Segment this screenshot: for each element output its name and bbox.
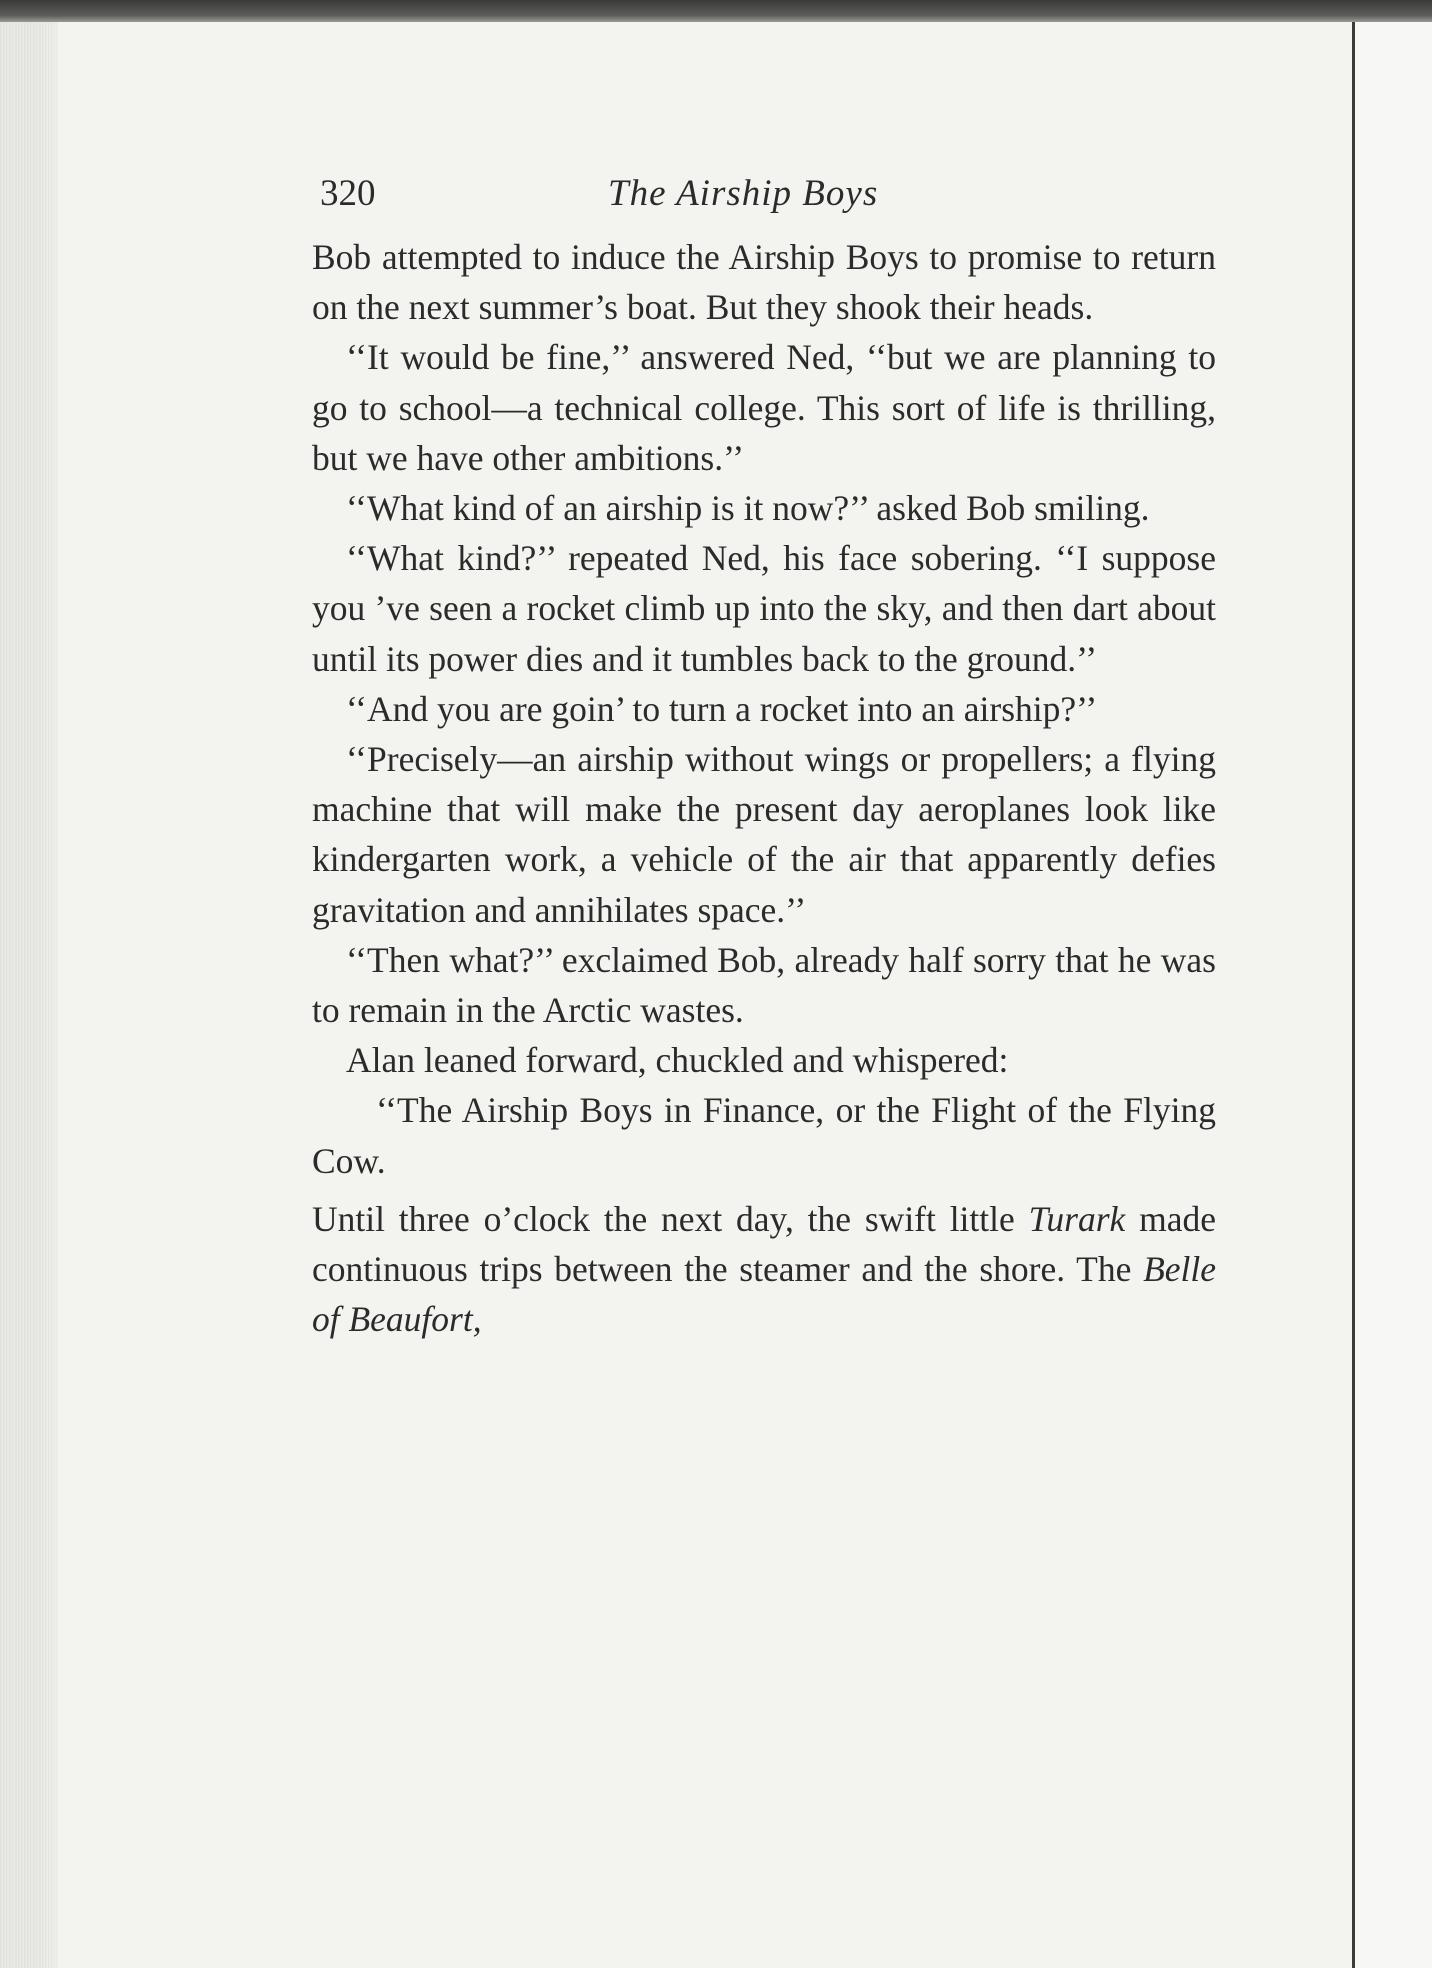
paragraph: Alan leaned forward, chuckled and whispered:: [346, 1040, 1009, 1081]
ship-name-belle: Belle of Beaufort,: [312, 1249, 1216, 1340]
scan-top-edge: [0, 0, 1432, 22]
running-title: The Airship Boys: [608, 173, 879, 214]
body-text: [312, 232, 1216, 1344]
book-page: [312, 172, 1216, 1344]
page-header: [312, 172, 1216, 232]
book-page-edge-fade: [40, 22, 80, 1968]
paragraph: ‘‘The Airship Boys in Finance, or the Flight of the Flying Cow.: [312, 1090, 1216, 1181]
paragraph: ‘‘It would be fine,’’ answered Ned, ‘‘but we are planning to go to school—a technical college. This sort of life is thrilling, but we have other ambitions.’’: [312, 337, 1216, 478]
paragraph: ‘‘Then what?’’ exclaimed Bob, already half sorry that he was to remain in the Arctic wastes.: [312, 939, 1216, 1031]
ship-name-turark: Turark: [1028, 1198, 1126, 1239]
page-number: 320: [320, 173, 376, 214]
paragraph: ‘‘And you are goin’ to turn a rocket into an airship?’’: [346, 688, 1098, 729]
paragraph: ‘‘What kind of an airship is it now?’’ asked Bob smiling.: [346, 488, 1150, 529]
paragraph: ‘‘What kind?’’ repeated Ned, his face sobering. ‘‘I suppose you ’ve seen a rocket climb up into the sky, and then dart about until its power dies and it tumbles back to the ground.’’: [312, 538, 1216, 679]
last-paragraph-part2: made continuous trips between the steamer and the shore. The: [312, 1198, 1217, 1290]
paragraph: ‘‘Precisely—an airship without wings or propellers; a flying machine that will make the present day aeroplanes look like kindergarten work, a vehicle of the air that apparently defies gravitation and annihilates space.’’: [312, 739, 1216, 930]
paragraph: Bob attempted to induce the Airship Boys to promise to return on the next summer’s boat. But they shook their heads.: [312, 237, 1216, 328]
right-margin: [1355, 22, 1432, 1968]
last-paragraph: [312, 1194, 1216, 1345]
last-paragraph-part1: Until three o’clock the next day, the swift little: [312, 1198, 1015, 1239]
